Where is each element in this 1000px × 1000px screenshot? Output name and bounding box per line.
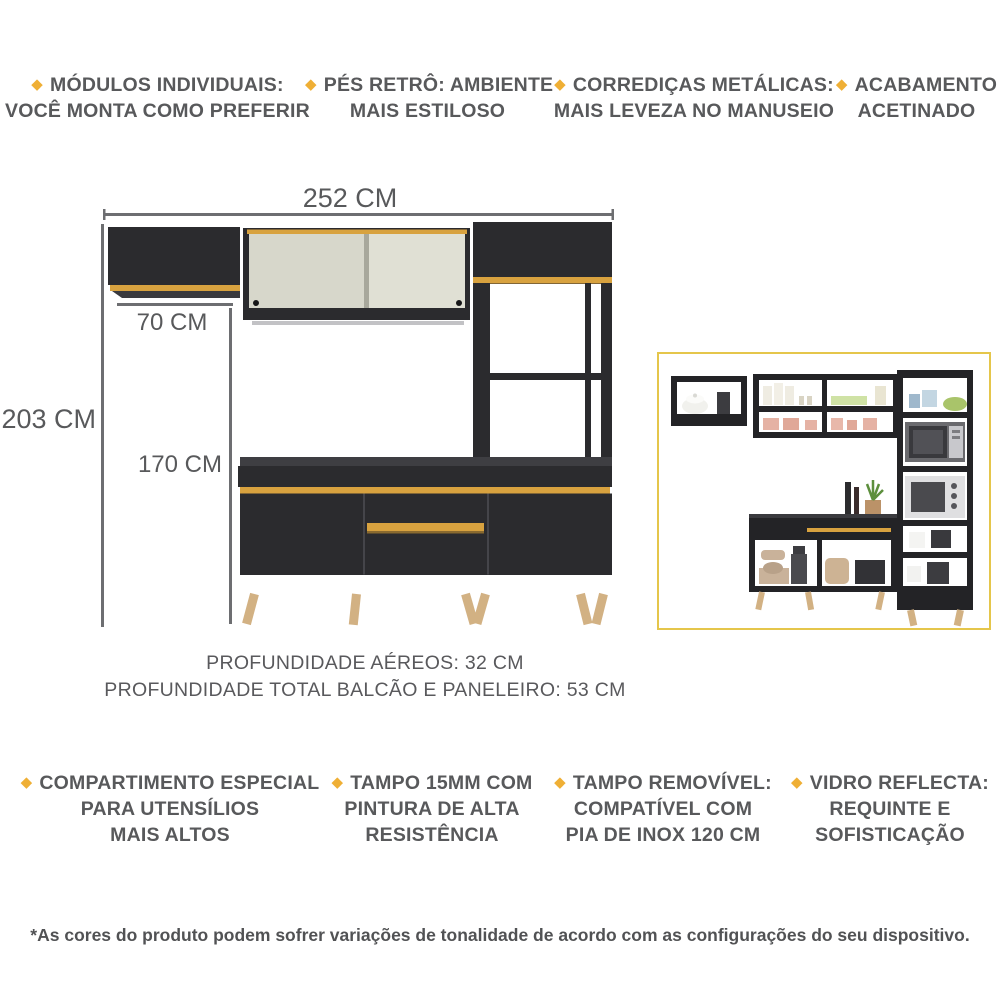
leg — [349, 594, 361, 626]
white-cup — [907, 566, 921, 582]
leg — [473, 593, 490, 625]
pink-container — [763, 418, 779, 430]
jar — [774, 383, 783, 405]
tall-unit — [473, 222, 612, 464]
feature-text: ACABAMENTO — [854, 74, 998, 96]
wine-bottle — [845, 482, 851, 514]
feature-text: MÓDULOS INDIVIDUAIS: — [50, 74, 284, 96]
plant-pot — [865, 500, 881, 514]
dark-cup — [717, 392, 730, 414]
feature-text: SOFISTICAÇÃO — [815, 824, 965, 846]
leg — [907, 609, 917, 626]
feature-text: PIA DE INOX 120 CM — [565, 824, 761, 846]
counter-top-band — [238, 466, 612, 487]
jar — [785, 386, 794, 405]
feature-text: VOCÊ MONTA COMO PREFERIR — [5, 100, 310, 122]
depth-upper-text: PROFUNDIDADE AÉREOS: 32 CM — [206, 652, 524, 674]
dim-height-label: 203 CM — [1, 404, 96, 434]
leg — [576, 593, 592, 625]
tall-left-column — [473, 283, 490, 464]
green-bowl — [943, 397, 967, 411]
diamond-bullet-icon: ◆ — [31, 76, 44, 93]
counter-unit — [238, 457, 612, 575]
leg — [755, 591, 765, 610]
feature-line — [548, 72, 840, 98]
cabinet-shadow — [252, 321, 464, 325]
door-seam — [363, 494, 365, 575]
drawer-handle — [367, 523, 484, 531]
dim-tick — [612, 209, 615, 220]
gold-handle — [807, 528, 891, 532]
feature-text: MAIS LEVEZA NO MANUSEIO — [553, 100, 835, 122]
leg — [805, 591, 814, 610]
photo-counter — [749, 514, 897, 610]
product-photo-inset — [657, 352, 991, 630]
feature-text: VIDRO REFLECTA: — [809, 772, 989, 794]
dim-170-label: 170 CM — [137, 451, 222, 478]
feature-text: ACETINADO — [857, 100, 976, 122]
feature-modulos — [0, 72, 315, 124]
wall-cabinet-left — [108, 227, 240, 298]
leg — [954, 609, 964, 626]
counter-body — [240, 494, 612, 576]
photo-middle-cabinet — [753, 374, 899, 438]
gold-trim — [110, 285, 240, 291]
cabinet-body — [108, 227, 240, 285]
spice-jar — [799, 396, 804, 405]
pots — [855, 560, 885, 584]
photo-tall-unit — [897, 370, 973, 626]
door-divider — [364, 234, 369, 308]
diamond-bullet-icon: ◆ — [305, 76, 317, 93]
color-disclaimer: *As cores do produto podem sofrer variações de tonalidade de acordo com as configurações do seu dispositivo. — [30, 925, 970, 945]
feature-compartimento — [10, 770, 330, 848]
feature-line — [0, 72, 315, 98]
gold-trim — [473, 277, 612, 284]
blender — [791, 546, 807, 584]
diamond-bullet-icon: ◆ — [20, 774, 33, 791]
diamond-bullet-icon: ◆ — [835, 76, 848, 93]
blue-box — [922, 390, 937, 407]
retro-legs — [242, 593, 608, 626]
gold-trim — [240, 487, 610, 494]
dim-70-label: 70 CM — [136, 309, 208, 336]
pink-container — [863, 418, 877, 430]
diamond-bullet-icon: ◆ — [791, 774, 803, 791]
toaster-oven — [905, 476, 965, 518]
door-knob — [253, 300, 259, 306]
diamond-bullet-icon: ◆ — [554, 76, 566, 93]
photo-left-shelf — [671, 376, 747, 426]
diamond-bullet-icon: ◆ — [331, 774, 344, 791]
jar — [763, 386, 772, 405]
wall-cabinet-sliding-doors — [243, 228, 470, 325]
leg — [242, 593, 259, 625]
pink-container — [847, 420, 857, 430]
door-knob — [456, 300, 462, 306]
feature-tampo-15mm — [328, 770, 536, 848]
dim-70-line — [117, 303, 233, 306]
cabinet-bottom — [112, 291, 240, 298]
dim-width-label: 252 CM — [302, 183, 398, 213]
product-photo-illustration — [659, 354, 989, 628]
feature-text: TAMPO REMOVÍVEL: — [572, 772, 772, 794]
photo-decor — [845, 480, 883, 514]
feature-line — [785, 770, 995, 796]
feature-line — [833, 72, 1000, 98]
pink-container — [831, 418, 843, 430]
feature-line — [538, 770, 788, 796]
feature-line — [10, 770, 330, 796]
kitchen-dimension-diagram — [0, 180, 650, 650]
dim-170-line — [229, 308, 232, 624]
tall-shelf — [490, 373, 601, 380]
feature-text: PÉS RETRÔ: AMBIENTE — [323, 74, 554, 96]
tall-top-cabinet — [473, 222, 612, 284]
feature-text: MAIS ESTILOSO — [349, 100, 506, 122]
feature-text: TAMPO 15MM COM — [350, 772, 533, 794]
green-dish — [831, 396, 867, 405]
depth-info — [70, 650, 660, 704]
feature-acabamento — [833, 72, 1000, 124]
wine-bottle — [854, 487, 859, 514]
canister — [875, 386, 886, 405]
sliding-door-right — [369, 234, 465, 308]
feature-text: COMPATÍVEL COM — [573, 798, 753, 820]
dim-width-line — [103, 213, 614, 216]
white-box — [909, 532, 925, 548]
dim-height-line — [101, 224, 104, 627]
feature-line — [305, 72, 554, 98]
plant-leaves — [867, 480, 883, 500]
counter-top-face — [240, 457, 612, 466]
feature-text: PINTURA DE ALTA — [344, 798, 520, 820]
tall-right-column — [601, 283, 612, 464]
coffee-maker — [931, 530, 951, 548]
pink-container — [783, 418, 799, 430]
microwave — [905, 422, 965, 462]
drawer-handle-shadow — [367, 531, 484, 534]
gold-trim — [247, 230, 467, 235]
kettle — [825, 558, 849, 584]
feature-vidro-reflecta — [785, 770, 995, 848]
blue-cup — [909, 394, 920, 408]
feature-corredicas — [548, 72, 840, 124]
feature-pes-retro — [305, 72, 554, 124]
feature-tampo-removivel — [538, 770, 788, 848]
diamond-bullet-icon: ◆ — [554, 774, 566, 791]
pink-container — [805, 420, 817, 430]
kettle-dark — [927, 562, 949, 584]
feature-text: CORREDIÇAS METÁLICAS: — [572, 74, 834, 96]
door-seam — [487, 494, 489, 575]
spice-jar — [807, 396, 812, 405]
leg — [875, 591, 885, 610]
feature-text: COMPARTIMENTO ESPECIAL — [39, 772, 320, 794]
dim-tick — [103, 209, 106, 220]
feature-text: REQUINTE E — [829, 798, 951, 820]
depth-total-text: PROFUNDIDADE TOTAL BALCÃO E PANELEIRO: 53 CM — [104, 679, 626, 701]
feature-text: RESISTÊNCIA — [365, 824, 499, 846]
feature-line — [328, 770, 536, 796]
leg — [592, 593, 608, 625]
feature-text: PARA UTENSÍLIOS — [80, 798, 260, 820]
feature-text: MAIS ALTOS — [110, 824, 230, 846]
